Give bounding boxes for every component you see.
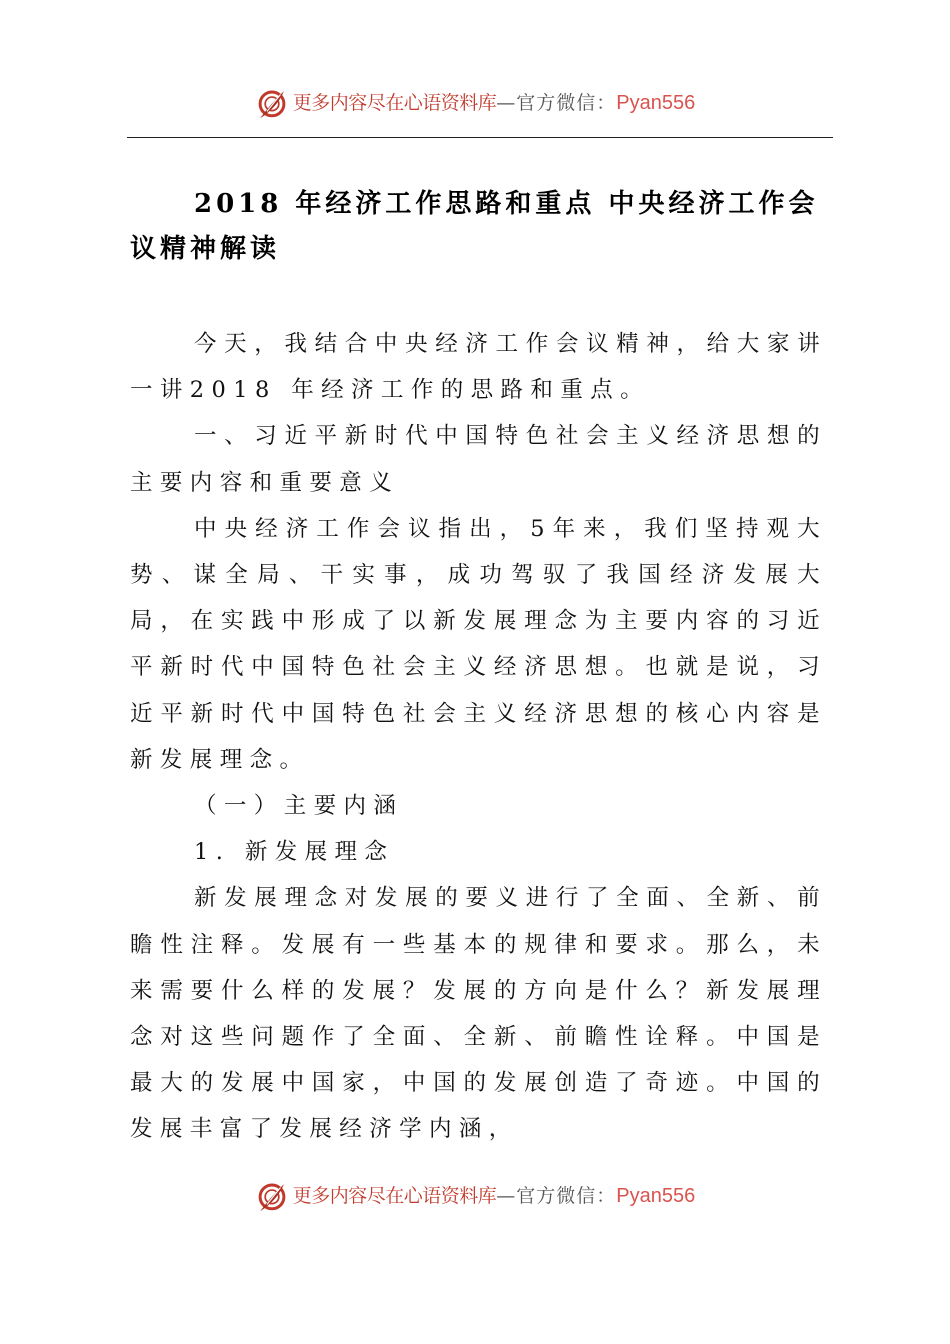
banner-text (293, 93, 696, 113)
quill-seal-logo-icon (255, 86, 289, 120)
banner-library-name: 更多内容尽在心语资料库 (292, 92, 497, 114)
paragraph-intro: 今天，我结合中央经济工作会议精神，给大家讲一讲2018 年经济工作的思路和重点。 (130, 331, 827, 404)
subsection-heading-main-connotation: （一）主要内涵 (194, 793, 404, 820)
footer-watermark-banner (0, 1176, 950, 1216)
section-heading-1: 一、习近平新时代中国特色社会主义经济思想的主要内容和重要意义 (130, 423, 827, 496)
document-title: 2018 年经济工作思路和重点 中央经济工作会议精神解读 (130, 189, 819, 264)
header-watermark-banner (0, 83, 950, 123)
banner-wechat-label: —官方微信： (496, 92, 617, 114)
paragraph-new-development-concept: 新发展理念对发展的要义进行了全面、全新、前瞻性注释。发展有一些基本的规律和要求。那么，未来需要什么样的发展？发展的方向是什么？新发展理念对这些问题作了全面、全新、前瞻性诠释。中国是最大的发展中国家，中国的发展创造了奇迹。中国的发展丰富了发展经济学内涵， (130, 885, 827, 1143)
banner-wechat-id: Pyan556 (616, 1185, 696, 1207)
banner-text (293, 1186, 696, 1206)
banner-wechat-label: —官方微信： (496, 1185, 617, 1207)
quill-seal-logo-icon (255, 1179, 289, 1213)
paragraph-core-thought: 中央经济工作会议指出，5年来，我们坚持观大势、谋全局、干实事，成功驾驭了我国经济发展大局，在实践中形成了以新发展理念为主要内容的习近平新时代中国特色社会主义经济思想。也就是说，习近平新时代中国特色社会主义经济思想的核心内容是新发展理念。 (130, 515, 827, 773)
document-body (130, 321, 827, 1153)
header-divider (127, 137, 833, 138)
item-heading-new-development-concept: 1. 新发展理念 (194, 839, 395, 866)
banner-wechat-id: Pyan556 (616, 92, 696, 114)
banner-library-name: 更多内容尽在心语资料库 (292, 1185, 497, 1207)
